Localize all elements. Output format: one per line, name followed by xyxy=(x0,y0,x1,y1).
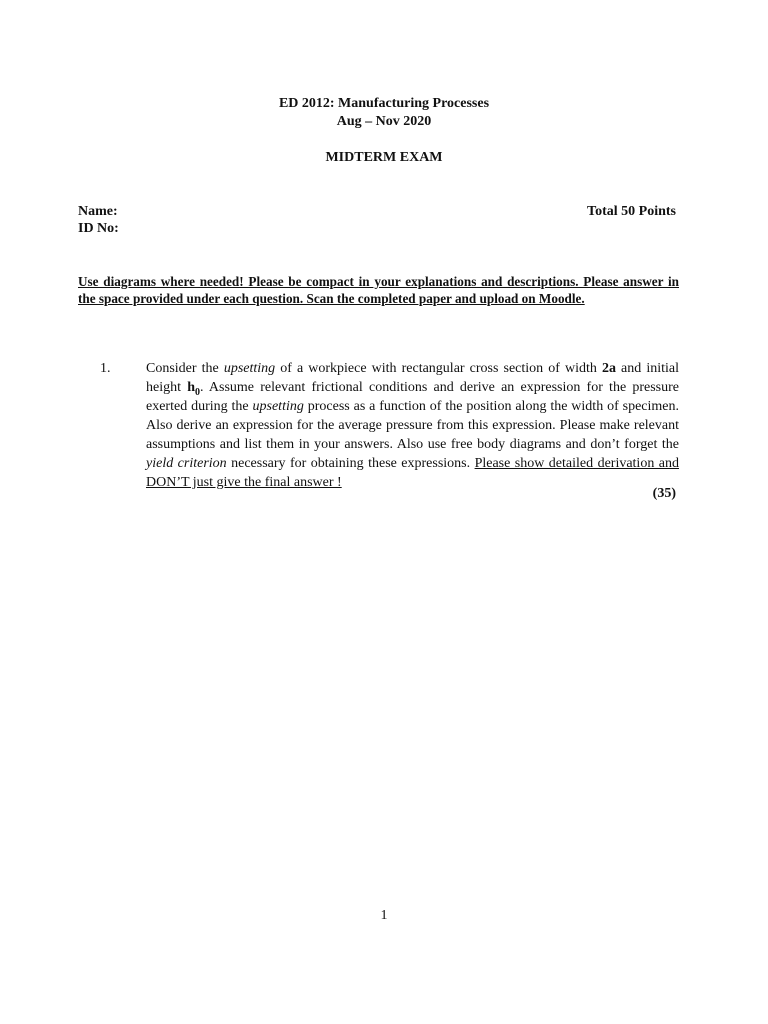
course-title: ED 2012: Manufacturing Processes xyxy=(278,96,490,111)
derivation-note: Please show detailed derivation and DON’T just give the final answer ! xyxy=(146,456,679,490)
question-points: (35) xyxy=(652,486,676,501)
height-subscript: 0 xyxy=(194,386,200,398)
emphasis-yield-criterion: yield criterion xyxy=(146,456,227,471)
exam-title: MIDTERM EXAM xyxy=(325,150,443,165)
name-label: Name: xyxy=(78,204,118,219)
question-text xyxy=(146,359,679,492)
exam-term: Aug – Nov 2020 xyxy=(336,114,432,129)
height-symbol: h xyxy=(187,380,195,395)
exam-instructions: Use diagrams where needed! Please be compact in your explanations and descriptions. Please answer in the space provided under each question. Scan the completed paper and upload on Moodle. xyxy=(78,274,679,306)
question-text-run: . Assume relevant frictional conditions and derive an expression for the pressure exerted during the xyxy=(146,380,679,414)
question-text-run: necessary for obtaining these expressions. xyxy=(226,456,475,471)
question-number: 1. xyxy=(100,361,111,376)
width-variable: 2a xyxy=(601,361,616,376)
question-text-run: and initial height xyxy=(146,361,679,395)
id-number-label: ID No: xyxy=(78,221,119,236)
question-text-run: Consider the xyxy=(146,361,224,376)
page-number: 1 xyxy=(380,908,388,923)
height-variable xyxy=(187,380,200,398)
emphasis-upsetting: upsetting xyxy=(223,361,276,376)
emphasis-upsetting: upsetting xyxy=(252,399,304,414)
question-text-run: process as a function of the position along the width of specimen. Also derive an expression for the average pressure from this expression. Please make relevant assumptions and list them in your answers. Also use free body diagrams and don’t forget the xyxy=(146,399,680,452)
total-points: Total 50 Points xyxy=(587,204,676,219)
question-text-run: of a workpiece with rectangular cross section of width xyxy=(275,361,602,376)
